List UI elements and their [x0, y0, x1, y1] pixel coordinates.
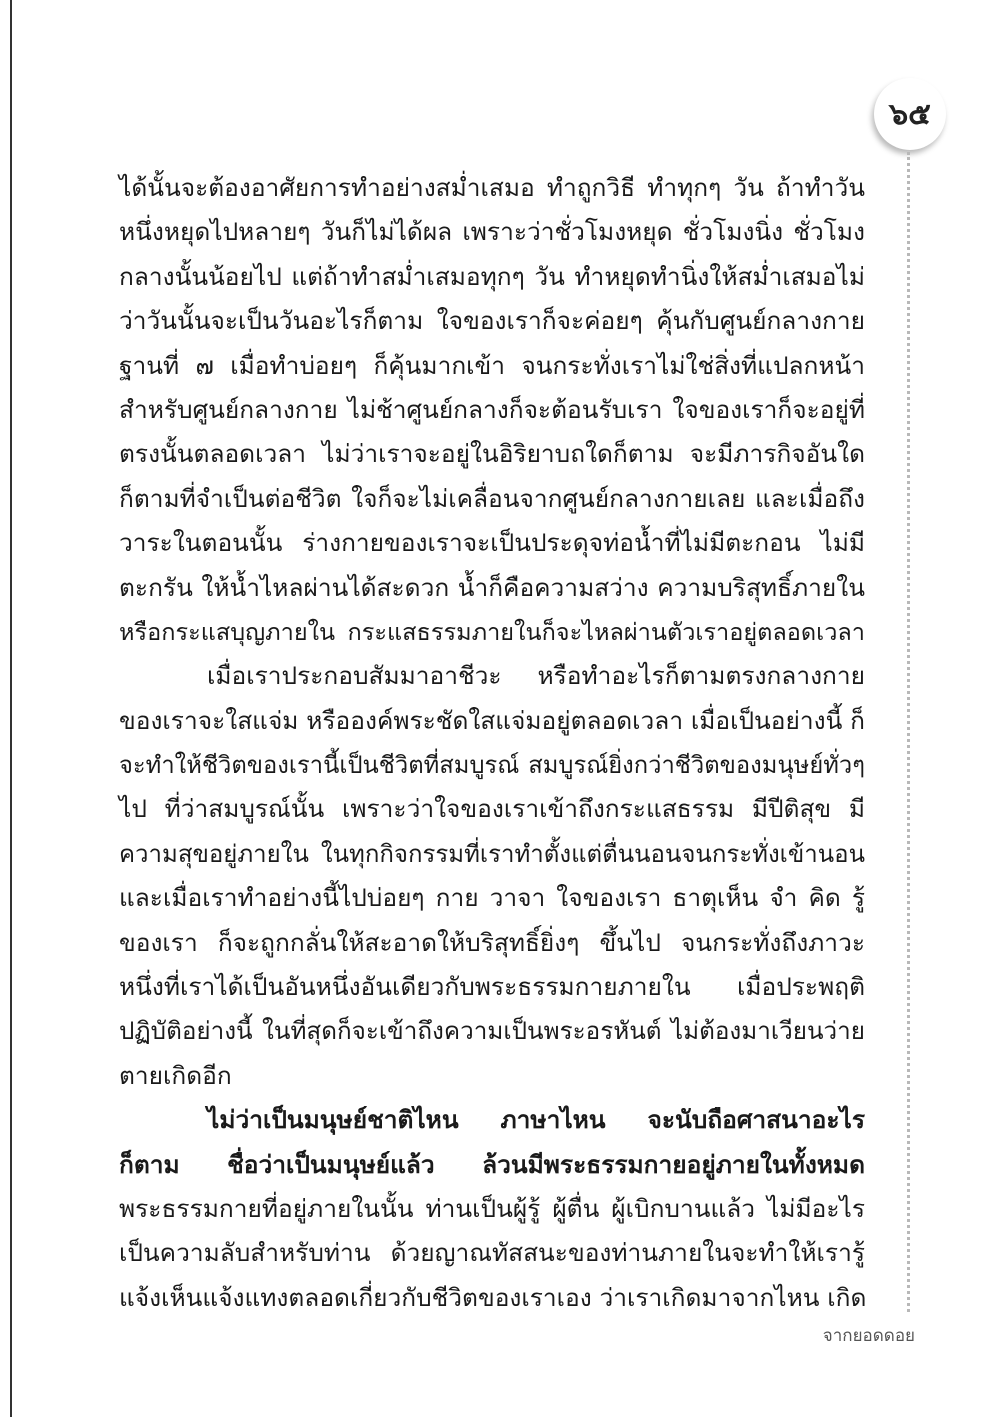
text-line: แจ้งเห็นแจ้งแทงตลอดเกี่ยวกับชีวิตของเราเอง ว่าเราเกิดมาจากไหน เกิด — [119, 1282, 867, 1312]
text-line: พระธรรมกายที่อยู่ภายในนั้น ท่านเป็นผู้รู้ ผู้ตื่น ผู้เบิกบานแล้ว ไม่มีอะไร — [119, 1193, 865, 1223]
margin-dotted-rule — [907, 152, 910, 1312]
text-line: ฐานที่ ๗ เมื่อทำบ่อยๆ ก็คุ้นมากเข้า จนกระทั่งเราไม่ใช่สิ่งที่แปลกหน้า — [119, 350, 865, 380]
paragraph-start-line: เมื่อเราประกอบสัมมาอาชีวะ หรือทำอะไรก็ตามตรงกลางกาย — [207, 661, 865, 691]
page-number: ๖๕ — [889, 96, 931, 132]
text-line: ได้นั้นจะต้องอาศัยการทำอย่างสม่ำเสมอ ทำถูกวิธี ทำทุกๆ วัน ถ้าทำวัน — [119, 173, 865, 202]
text-line: ว่าวันนั้นจะเป็นวันอะไรก็ตาม ใจของเราก็จะค่อยๆ คุ้นกับศูนย์กลางกาย — [119, 306, 865, 336]
book-title-footer: จากยอดดอย — [822, 1326, 915, 1346]
text-line: หรือกระแสบุญภายใน กระแสธรรมภายในก็จะไหลผ่านตัวเราอยู่ตลอดเวลา — [119, 617, 865, 646]
body-text — [119, 166, 865, 1320]
page-number-badge — [874, 78, 946, 150]
page-left-edge-rule — [10, 0, 12, 1417]
text-line: วาระในตอนนั้น ร่างกายของเราจะเป็นประดุจท่อน้ำที่ไม่มีตะกอน ไม่มี — [119, 528, 865, 558]
paragraph-end-line: ตายเกิดอีก — [119, 1060, 232, 1090]
text-line: และเมื่อเราทำอย่างนี้ไปบ่อยๆ กาย วาจา ใจของเรา ธาตุเห็น จำ คิด รู้ — [119, 883, 865, 913]
text-line: หนึ่งที่เราได้เป็นอันหนึ่งอันเดียวกับพระธรรมกายภายใน เมื่อประพฤติ — [119, 972, 865, 1002]
text-line: ของเราจะใสแจ่ม หรือองค์พระชัดใสแจ่มอยู่ตลอดเวลา เมื่อเป็นอย่างนี้ ก็ — [119, 705, 865, 735]
text-line: ความสุขอยู่ภายใน ในทุกกิจกรรมที่เราทำตั้งแต่ตื่นนอนจนกระทั่งเข้านอน — [119, 839, 865, 868]
text-line: ปฏิบัติอย่างนี้ ในที่สุดก็จะเข้าถึงความเป็นพระอรหันต์ ไม่ต้องมาเวียนว่าย — [119, 1016, 865, 1046]
text-line: สำหรับศูนย์กลางกาย ไม่ช้าศูนย์กลางก็จะต้อนรับเรา ใจของเราก็จะอยู่ที่ — [119, 394, 865, 424]
text-line: เป็นความลับสำหรับท่าน ด้วยญาณทัสสนะของท่านภายในจะทำให้เรารู้ — [119, 1238, 865, 1268]
text-line: ตะกรัน ให้น้ำไหลผ่านได้สะดวก น้ำก็คือความสว่าง ความบริสุทธิ์ภายใน — [119, 572, 865, 602]
text-line: ไป ที่ว่าสมบูรณ์นั้น เพราะว่าใจของเราเข้าถึงกระแสธรรม มีปีติสุข มี — [119, 794, 865, 824]
bold-paragraph-start-line: ไม่ว่าเป็นมนุษย์ชาติไหน ภาษาไหน จะนับถือศาสนาอะไร — [207, 1105, 865, 1135]
text-line: จะทำให้ชีวิตของเรานี้เป็นชีวิตที่สมบูรณ์ สมบูรณ์ยิ่งกว่าชีวิตของมนุษย์ทั่วๆ — [119, 751, 865, 780]
text-line: ของเรา ก็จะถูกกลั่นให้สะอาดให้บริสุทธิ์ยิ่งๆ ขึ้นไป จนกระทั่งถึงภาวะ — [119, 927, 865, 957]
bold-text-line: ก็ตาม ชื่อว่าเป็นมนุษย์แล้ว ล้วนมีพระธรรมกายอยู่ภายในทั้งหมด — [119, 1149, 865, 1179]
text-line: กลางนั้นน้อยไป แต่ถ้าทำสม่ำเสมอทุกๆ วัน ทำหยุดทำนิ่งให้สม่ำเสมอไม่ — [119, 261, 865, 291]
text-line: ก็ตามที่จำเป็นต่อชีวิต ใจก็จะไม่เคลื่อนจากศูนย์กลางกายเลย และเมื่อถึง — [119, 483, 865, 513]
text-line: หนึ่งหยุดไปหลายๆ วันก็ไม่ได้ผล เพราะว่าชั่วโมงหยุด ชั่วโมงนิ่ง ชั่วโมง — [119, 217, 865, 247]
text-line: ตรงนั้นตลอดเวลา ไม่ว่าเราจะอยู่ในอิริยาบถใดก็ตาม จะมีภารกิจอันใด — [119, 439, 865, 469]
